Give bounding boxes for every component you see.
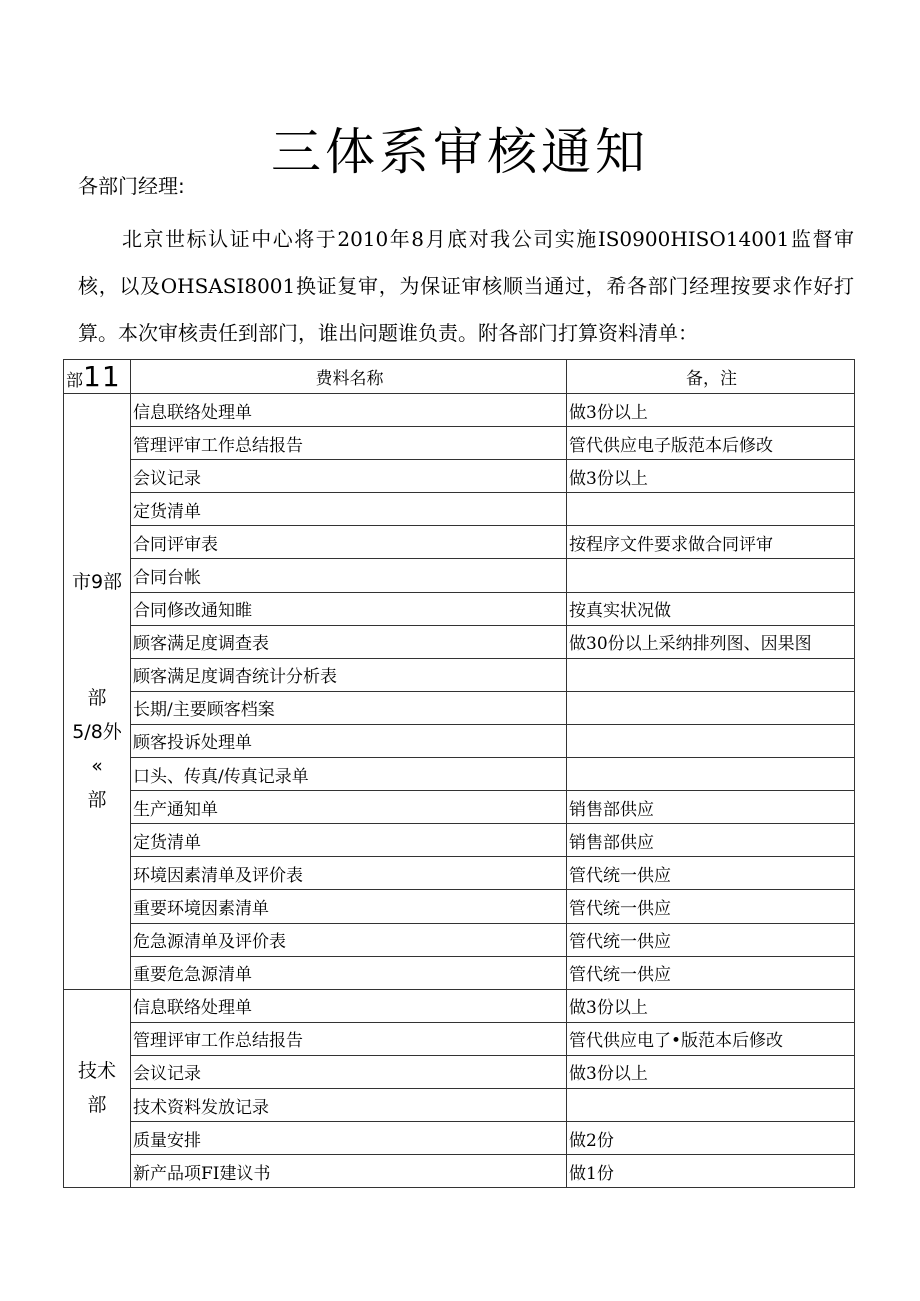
table-row (64, 824, 855, 857)
header-dept-small: 部 (66, 371, 83, 391)
table-row (64, 691, 855, 724)
salutation: 各部门经理: (78, 174, 185, 198)
item-remark-cell: 按真实状况做 (567, 592, 855, 625)
notice-body: 北京世标认证中心将于2010年8月底对我公司实施IS0900HISO14001监督审核，以及OHSASI8001换证复审，为保证审核顺当通过，希各部门经理按要求作好打算。本次审核责任到部门，谁出问题谁负责。附各部门打算资料清单： (78, 227, 854, 345)
dept-line: « (91, 755, 103, 778)
item-remark-cell (567, 493, 855, 526)
dept-line: 部 (87, 1094, 107, 1117)
table-row (64, 758, 855, 791)
header-remark: 备，注 (567, 360, 855, 394)
item-name-cell: 长期/主要顾客档案 (131, 691, 567, 724)
table-row (64, 625, 855, 658)
item-name-cell: 会议记录 (131, 460, 567, 493)
table-row (64, 956, 855, 989)
item-name-cell: 定货清单 (131, 493, 567, 526)
table-row (64, 1155, 855, 1188)
item-remark-cell: 管代统一供应 (567, 857, 855, 890)
table-row (64, 658, 855, 691)
item-name-cell: 合同修改通知睢 (131, 592, 567, 625)
header-name: 费料名称 (131, 360, 567, 394)
item-name-cell: 顾客满足度调查表 (131, 625, 567, 658)
dept-line: 市9部 (71, 571, 123, 594)
table-row (64, 460, 855, 493)
dept-line: 5/8外 (72, 721, 122, 744)
dept-line: 部 (87, 789, 107, 812)
item-remark-cell: 管代统一供应 (567, 890, 855, 923)
item-name-cell: 会议记录 (131, 1055, 567, 1088)
dept-cell (64, 989, 131, 1188)
item-remark-cell (567, 691, 855, 724)
item-name-cell: 生产通知单 (131, 791, 567, 824)
item-remark-cell: 做30份以上采纳排列图、因果图 (567, 625, 855, 658)
item-remark-cell: 按程序文件要求做合同评审 (567, 526, 855, 559)
header-dept-big: 11 (83, 360, 121, 393)
item-name-cell: 管理评审工作总结报告 (131, 427, 567, 460)
table-row (64, 890, 855, 923)
item-remark-cell: 管代统一供应 (567, 956, 855, 989)
item-name-cell: 技术资料发放记录 (131, 1088, 567, 1121)
table-row (64, 493, 855, 526)
table-row (64, 394, 855, 427)
item-name-cell: 重要危急源清单 (131, 956, 567, 989)
item-remark-cell: 销售部供应 (567, 791, 855, 824)
item-remark-cell (567, 1088, 855, 1121)
item-name-cell: 顾客满足度调杳统计分析表 (131, 658, 567, 691)
table-row (64, 1088, 855, 1121)
table-row (64, 1122, 855, 1155)
item-name-cell: 定货清单 (131, 824, 567, 857)
item-remark-cell: 做2份 (567, 1122, 855, 1155)
item-remark-cell: 做3份以上 (567, 394, 855, 427)
item-name-cell: 重要环境因素清单 (131, 890, 567, 923)
dept-line: 技术 (77, 1060, 116, 1083)
item-name-cell: 管理评审工作总结报告 (131, 1022, 567, 1055)
table-row (64, 989, 855, 1022)
item-remark-cell (567, 758, 855, 791)
item-remark-cell: 管代供应电子版范本后修改 (567, 427, 855, 460)
item-name-cell: 信息联络处理单 (131, 989, 567, 1022)
item-name-cell: 合同评审表 (131, 526, 567, 559)
table-row (64, 559, 855, 592)
table-row (64, 923, 855, 956)
item-name-cell: 新产品项FI建议书 (131, 1155, 567, 1188)
item-remark-cell: 做1份 (567, 1155, 855, 1188)
table-header-row (64, 360, 855, 394)
table-row (64, 1055, 855, 1088)
page-title: 三体系审核通知 (271, 122, 649, 181)
table-row (64, 526, 855, 559)
item-remark-cell: 做3份以上 (567, 1055, 855, 1088)
item-name-cell: 危急源清单及评价表 (131, 923, 567, 956)
item-name-cell: 口头、传真/传真记录单 (131, 758, 567, 791)
item-name-cell: 信息联络处理单 (131, 394, 567, 427)
table-row (64, 857, 855, 890)
item-remark-cell (567, 658, 855, 691)
item-remark-cell: 管代供应电了•版范本后修改 (567, 1022, 855, 1055)
item-remark-cell: 销售部供应 (567, 824, 855, 857)
item-name-cell: 环境因素清单及评价表 (131, 857, 567, 890)
table-row (64, 592, 855, 625)
item-remark-cell (567, 724, 855, 757)
table-row (64, 791, 855, 824)
item-remark-cell: 做3份以上 (567, 460, 855, 493)
item-name-cell: 合同台帐 (131, 559, 567, 592)
item-remark-cell (567, 559, 855, 592)
materials-table (63, 359, 855, 1188)
table-row (64, 427, 855, 460)
item-remark-cell: 管代统一供应 (567, 923, 855, 956)
item-name-cell: 质量安排 (131, 1122, 567, 1155)
table-row (64, 724, 855, 757)
item-name-cell: 顾客投诉处理单 (131, 724, 567, 757)
header-dept (64, 360, 131, 394)
table-row (64, 1022, 855, 1055)
dept-line: 部 (87, 687, 107, 710)
dept-cell (64, 394, 131, 990)
item-remark-cell: 做3份以上 (567, 989, 855, 1022)
